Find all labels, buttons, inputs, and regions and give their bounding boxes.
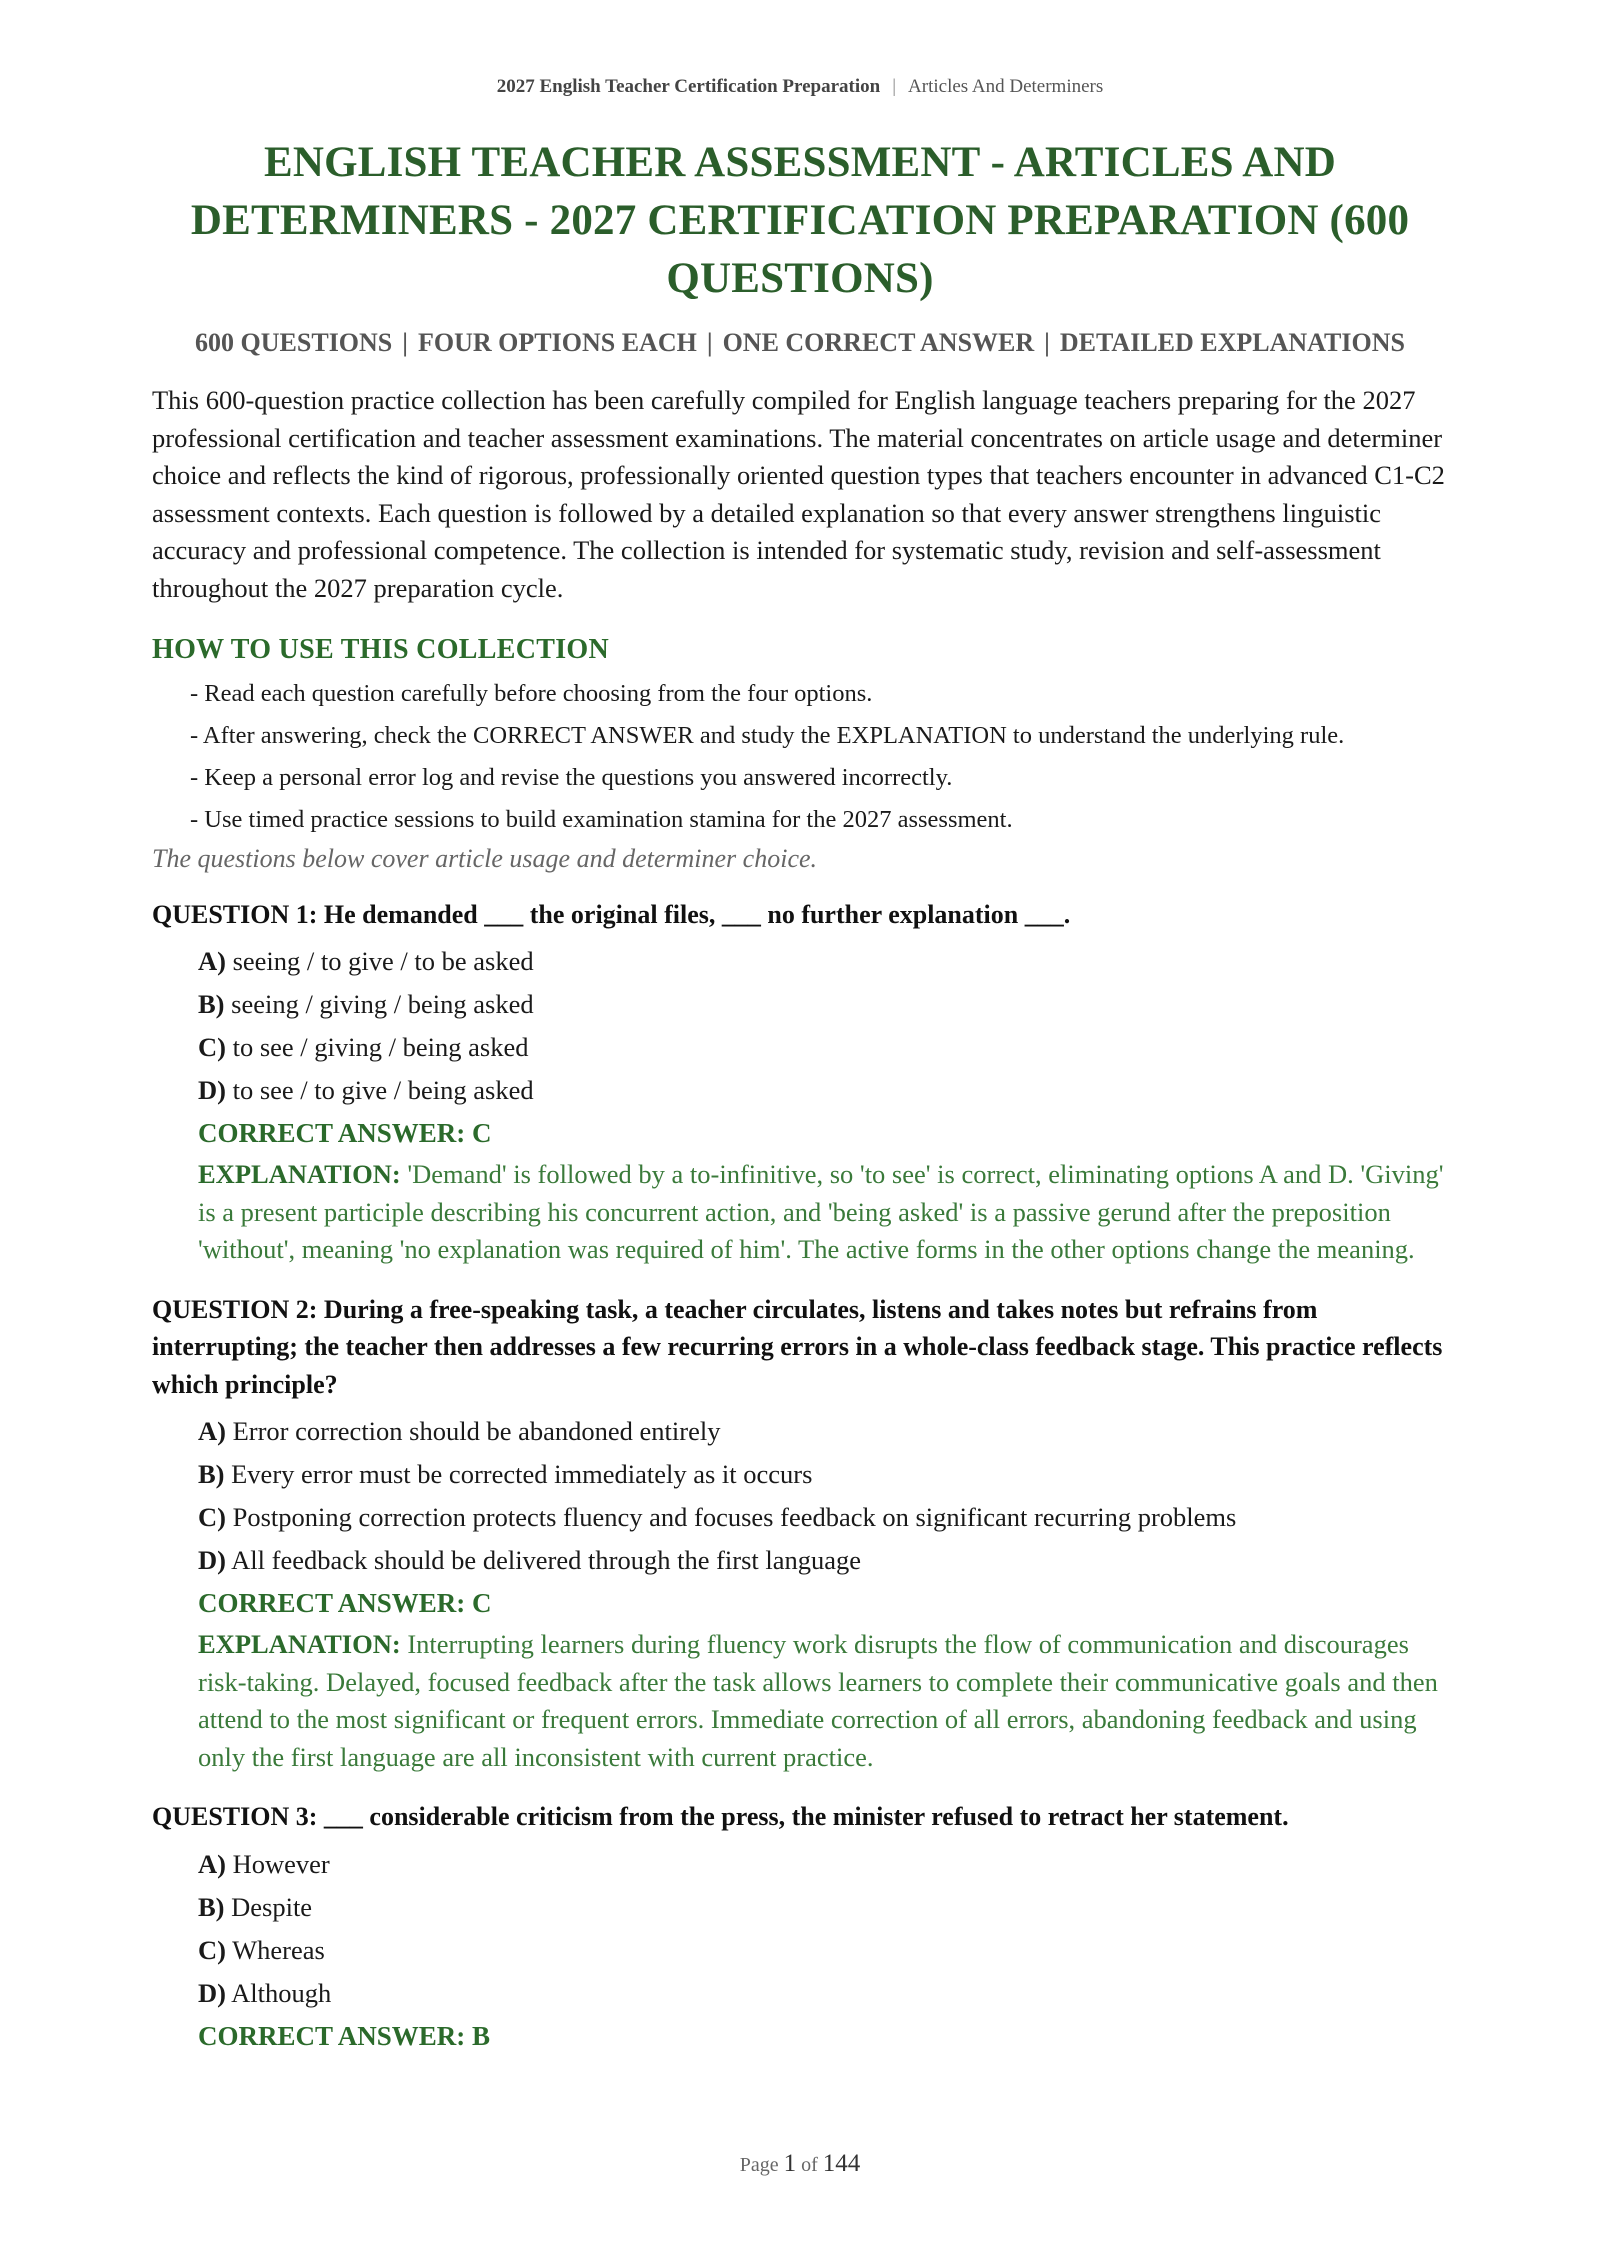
option-letter: D) xyxy=(198,1545,226,1575)
option-b xyxy=(198,983,1448,1026)
question-1 xyxy=(152,896,1448,1269)
option-text: Whereas xyxy=(232,1934,325,1965)
explanation-text: Interrupting learners during fluency work disrupts the flow of communication and discourages risk-taking. Delayed, focused feedback after the task allows learners to complete their communicative goals and then attend to the most significant or frequent errors. Immediate correction of all errors, abandoning feedback and using only the first language are all inconsistent with current practice. xyxy=(198,1629,1438,1772)
explanation xyxy=(152,1156,1448,1269)
subtitle-item: DETAILED EXPLANATIONS xyxy=(1059,328,1405,357)
option-letter: C) xyxy=(198,1502,226,1532)
option-letter: A) xyxy=(198,1416,226,1446)
options-list xyxy=(152,1843,1448,2015)
question-2 xyxy=(152,1291,1448,1777)
explanation xyxy=(152,1626,1448,1776)
option-d xyxy=(198,1972,1448,2015)
option-letter: B) xyxy=(198,1459,225,1489)
subtitle-separator: | xyxy=(1044,328,1050,357)
option-letter: D) xyxy=(198,1075,226,1105)
option-text: Although xyxy=(231,1977,332,2008)
header-section: Articles And Determiners xyxy=(908,76,1104,97)
option-text: Despite xyxy=(231,1891,313,1922)
option-text: Postponing correction protects fluency and focuses feedback on significant recurring problems xyxy=(232,1502,1237,1532)
option-letter: C) xyxy=(198,1032,226,1062)
total-pages: 144 xyxy=(822,2150,861,2177)
document-subtitle xyxy=(152,328,1448,358)
option-letter: A) xyxy=(198,1848,226,1879)
option-letter: A) xyxy=(198,946,226,976)
correct-answer: CORRECT ANSWER: B xyxy=(198,2020,491,2051)
option-letter: B) xyxy=(198,1891,225,1922)
option-a xyxy=(198,940,1448,983)
option-text: Every error must be corrected immediately as it occurs xyxy=(231,1459,813,1489)
correct-answer: CORRECT ANSWER: C xyxy=(198,1588,492,1618)
option-text: seeing / giving / being asked xyxy=(231,989,534,1019)
option-text: to see / to give / being asked xyxy=(232,1075,534,1105)
option-text: Error correction should be abandoned entirely xyxy=(232,1416,721,1446)
subtitle-item: ONE CORRECT ANSWER xyxy=(722,328,1035,357)
of-word: of xyxy=(801,2154,818,2176)
option-text: However xyxy=(232,1848,330,1879)
page-word: Page xyxy=(739,2154,779,2176)
document-title: ENGLISH TEACHER ASSESSMENT - ARTICLES AND DETERMINERS - 2027 CERTIFICATION PREPARATION (600 QUESTIONS) xyxy=(190,139,1410,302)
subtitle-item: FOUR OPTIONS EACH xyxy=(418,328,697,357)
howto-heading: HOW TO USE THIS COLLECTION xyxy=(152,633,610,665)
option-b xyxy=(198,1886,1448,1929)
option-a xyxy=(198,1410,1448,1453)
explanation-text: 'Demand' is followed by a to-infinitive, so 'to see' is correct, eliminating options A and D. 'Giving' is a present participle describing his concurrent action, and 'being asked' is a passive gerund after the preposition 'without', meaning 'no explanation was required of him'. The active forms in the other options change the meaning. xyxy=(198,1159,1444,1264)
howto-item: - After answering, check the CORRECT ANSWER and study the EXPLANATION to understand the underlying rule. xyxy=(190,721,1345,749)
question-stem: QUESTION 2: During a free-speaking task, a teacher circulates, listens and takes notes but refrains from interrupting; the teacher then addresses a few recurring errors in a whole-class feedback stage. This practice reflects which principle? xyxy=(152,1294,1443,1399)
option-d xyxy=(198,1069,1448,1112)
option-c xyxy=(198,1929,1448,1972)
option-text: All feedback should be delivered through the first language xyxy=(231,1545,862,1575)
howto-list xyxy=(152,676,1448,837)
option-letter: B) xyxy=(198,989,225,1019)
current-page: 1 xyxy=(783,2150,797,2177)
option-a xyxy=(198,1843,1448,1886)
explanation-label: EXPLANATION: xyxy=(198,1629,401,1659)
subtitle-separator: | xyxy=(706,328,713,357)
option-c xyxy=(198,1496,1448,1539)
running-header xyxy=(0,76,1600,98)
option-text: seeing / to give / to be asked xyxy=(232,946,534,976)
subtitle-item: 600 QUESTIONS xyxy=(195,328,393,357)
intro-paragraph: This 600-question practice collection has been carefully compiled for English language teachers preparing for the 2027 professional certification and teacher assessment examinations. The material concentrates on article usage and determiner choice and reflects the kind of rigorous, professionally oriented question types that teachers encounter in advanced C1-C2 assessment contexts. Each question is followed by a detailed explanation so that every answer strengthens linguistic accuracy and professional competence. The collection is intended for systematic study, revision and self-assessment throughout the 2027 preparation cycle. xyxy=(152,385,1445,603)
question-stem: QUESTION 1: He demanded ___ the original files, ___ no further explanation ___. xyxy=(152,899,1071,929)
howto-item: - Read each question carefully before choosing from the four options. xyxy=(190,679,873,707)
header-title: 2027 English Teacher Certification Preparation xyxy=(496,76,881,97)
question-3 xyxy=(152,1798,1448,2057)
option-text: to see / giving / being asked xyxy=(232,1032,529,1062)
page-footer xyxy=(0,2150,1600,2178)
options-list xyxy=(152,1410,1448,1582)
options-list xyxy=(152,940,1448,1112)
howto-item: - Use timed practice sessions to build examination stamina for the 2027 assessment. xyxy=(190,805,1013,833)
option-b xyxy=(198,1453,1448,1496)
header-separator: | xyxy=(892,76,897,97)
option-letter: C) xyxy=(198,1934,226,1965)
option-letter: D) xyxy=(198,1977,226,2008)
question-stem: QUESTION 3: ___ considerable criticism from the press, the minister refused to retract her statement. xyxy=(152,1802,1289,1831)
collection-note: The questions below cover article usage and determiner choice. xyxy=(152,843,818,873)
option-c xyxy=(198,1026,1448,1069)
correct-answer: CORRECT ANSWER: C xyxy=(198,1118,492,1148)
explanation-label: EXPLANATION: xyxy=(198,1159,401,1189)
option-d xyxy=(198,1539,1448,1582)
subtitle-separator: | xyxy=(402,328,409,357)
howto-item: - Keep a personal error log and revise the questions you answered incorrectly. xyxy=(190,763,953,791)
